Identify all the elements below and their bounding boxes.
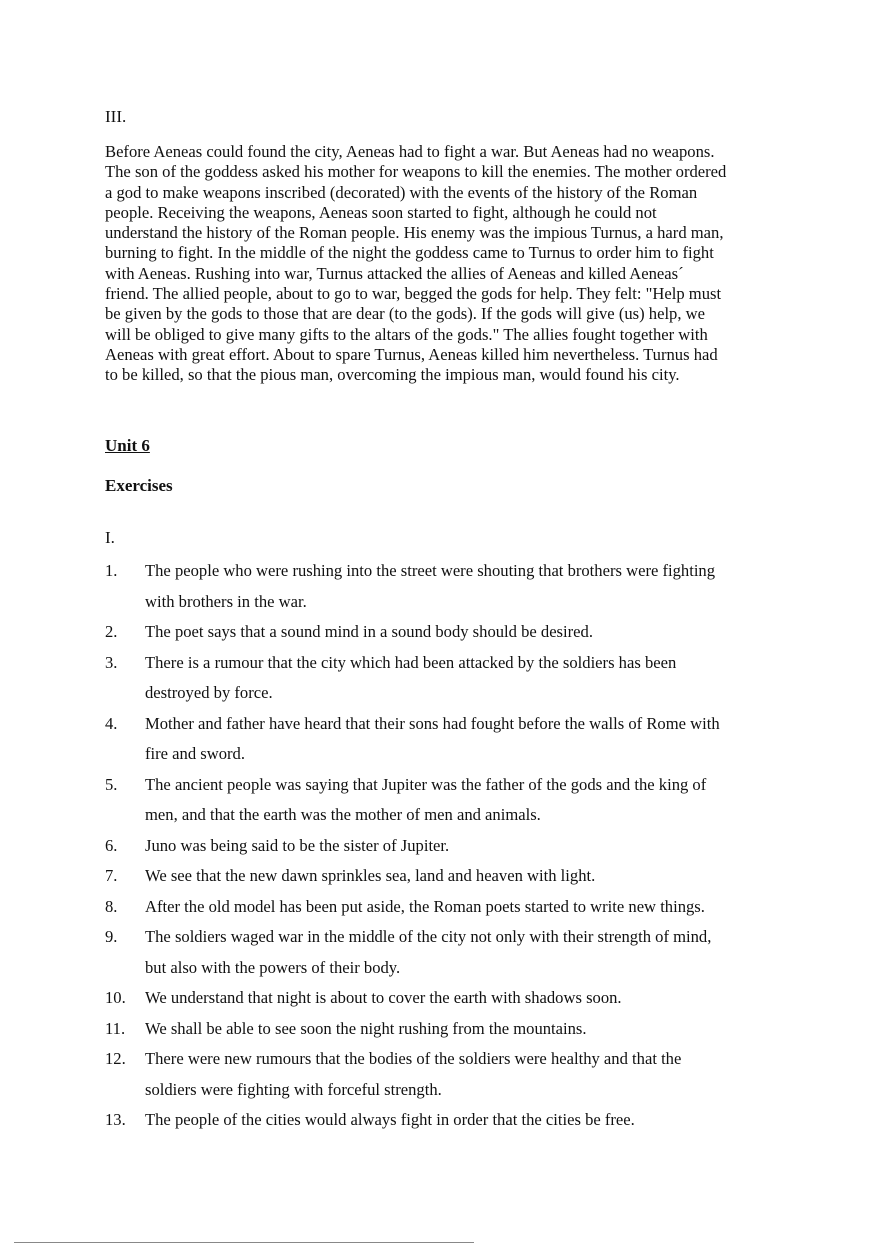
- exercise-item: [105, 983, 785, 1014]
- exercise-item: [105, 1014, 785, 1045]
- exercise-item: [105, 709, 785, 770]
- exercise-text-line: We understand that night is about to cover the earth with shadows soon.: [145, 988, 622, 1007]
- exercise-item: [105, 770, 785, 831]
- paragraph-line: be given by the gods to those that are dear (to the gods). If the gods will give (us) help, we: [105, 304, 705, 324]
- exercise-number: 3.: [105, 652, 118, 672]
- paragraph-line: with Aeneas. Rushing into war, Turnus attacked the allies of Aeneas and killed Aeneas´: [105, 263, 684, 283]
- exercise-list: [105, 556, 785, 1136]
- exercise-number: 6.: [105, 835, 118, 855]
- paragraph-line: a god to make weapons inscribed (decorated) with the events of the history of the Roman: [105, 182, 698, 202]
- translation-paragraph: [105, 142, 775, 386]
- exercise-number: 2.: [105, 622, 118, 641]
- exercises-title: Exercises: [105, 476, 173, 495]
- paragraph-line: understand the history of the Roman people. His enemy was the impious Turnus, a hard man,: [105, 223, 724, 243]
- exercise-text-line: We shall be able to see soon the night rushing from the mountains.: [145, 1018, 587, 1038]
- exercise-number: 10.: [105, 988, 126, 1007]
- exercise-text-line: The people who were rushing into the street were shouting that brothers were fighting: [145, 561, 716, 580]
- paragraph-line: will be obliged to give many gifts to the altars of the gods." The allies fought together with: [105, 324, 708, 344]
- exercise-text-line: We see that the new dawn sprinkles sea, land and heaven with light.: [145, 866, 596, 885]
- exercise-number: 9.: [105, 927, 118, 946]
- exercise-item: [105, 648, 785, 709]
- exercise-text-line: The soldiers waged war in the middle of the city not only with their strength of mind,: [145, 927, 712, 946]
- exercise-text-line: The ancient people was saying that Jupiter was the father of the gods and the king of: [145, 774, 707, 794]
- exercise-text-line: The poet says that a sound mind in a sound body should be desired.: [145, 622, 593, 641]
- exercise-text-line: After the old model has been put aside, the Roman poets started to write new things.: [145, 896, 705, 916]
- paragraph-line: Before Aeneas could found the city, Aeneas had to fight a war. But Aeneas had no weapons.: [105, 142, 715, 161]
- paragraph-line: friend. The allied people, about to go to war, begged the gods for help. They felt: "Help must: [105, 284, 722, 304]
- exercise-item: [105, 892, 785, 923]
- exercise-text-line: fire and sword.: [145, 744, 245, 763]
- exercise-item: [105, 556, 785, 617]
- exercise-text-line: There is a rumour that the city which had been attacked by the soldiers has been: [145, 652, 677, 672]
- exercise-item: [105, 1044, 785, 1105]
- exercise-number: 1.: [105, 561, 118, 580]
- paragraph-line: The son of the goddess asked his mother for weapons to kill the enemies. The mother ordered: [105, 162, 727, 182]
- section-heading: III.: [105, 107, 127, 126]
- exercise-text-line: There were new rumours that the bodies of the soldiers were healthy and that the: [145, 1049, 682, 1068]
- exercise-number: 7.: [105, 866, 118, 885]
- exercise-item: [105, 617, 785, 648]
- exercise-number: 4.: [105, 713, 118, 733]
- paragraph-line: Aeneas with great effort. About to spare Turnus, Aeneas killed him nevertheless. Turnus had: [105, 344, 718, 364]
- paragraph-line: to be killed, so that the pious man, overcoming the impious man, would found his city.: [105, 365, 680, 385]
- paragraph-line: burning to fight. In the middle of the night the goddess came to Turnus to order him to fight: [105, 243, 714, 263]
- exercise-number: 8.: [105, 896, 118, 916]
- exercise-item: [105, 831, 785, 862]
- exercise-item: [105, 861, 785, 892]
- exercise-text-line: soldiers were fighting with forceful strength.: [145, 1079, 442, 1099]
- exercise-text-line: destroyed by force.: [145, 683, 273, 702]
- exercise-text-line: men, and that the earth was the mother of men and animals.: [145, 805, 541, 824]
- exercise-item: [105, 1105, 785, 1136]
- exercise-number: 5.: [105, 774, 118, 794]
- footer-divider: [14, 1242, 474, 1243]
- exercise-number: 12.: [105, 1049, 126, 1068]
- exercise-text-line: Juno was being said to be the sister of Jupiter.: [145, 835, 450, 855]
- exercise-item: [105, 922, 785, 983]
- exercise-text-line: Mother and father have heard that their sons had fought before the walls of Rome with: [145, 713, 720, 733]
- exercise-text-line: but also with the powers of their body.: [145, 957, 401, 977]
- unit-title: Unit 6: [105, 436, 150, 455]
- exercise-text-line: with brothers in the war.: [145, 591, 307, 611]
- exercise-number: 11.: [105, 1018, 126, 1038]
- exercise-number: 13.: [105, 1110, 126, 1129]
- paragraph-line: people. Receiving the weapons, Aeneas soon started to fight, although he could not: [105, 202, 657, 222]
- exercise-text-line: The people of the cities would always fight in order that the cities be free.: [145, 1110, 635, 1129]
- exercise-section-heading: I.: [105, 528, 115, 547]
